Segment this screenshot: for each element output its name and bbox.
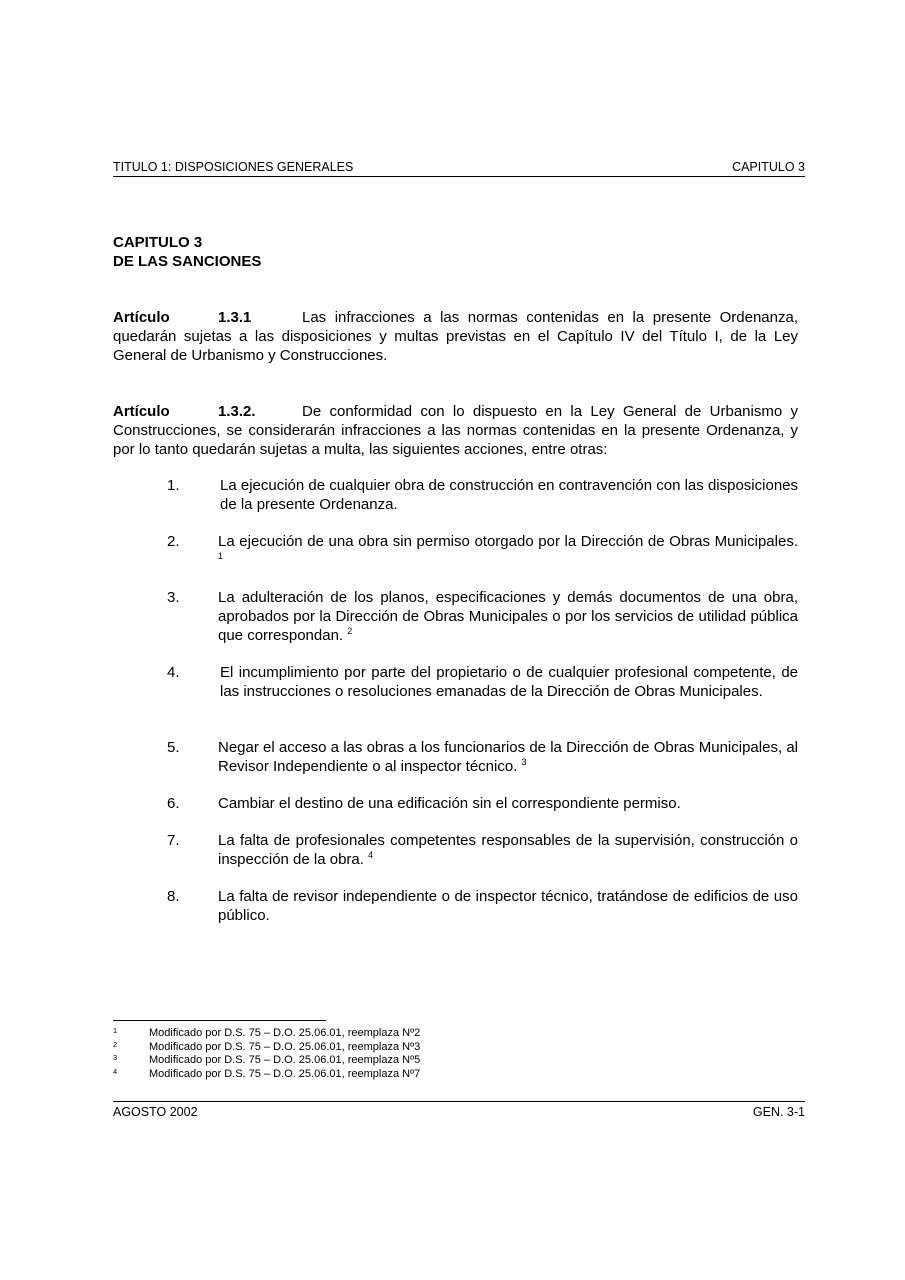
item-number: 1. xyxy=(167,477,180,494)
footnote-ref: 3 xyxy=(521,757,527,767)
article-1-3-1 xyxy=(113,308,798,365)
item-text: La ejecución de cualquier obra de construcción en contravención con las disposiciones de la presente Ordenanza. xyxy=(220,477,798,513)
item-number: 8. xyxy=(167,888,180,905)
footnote-ref: 1 xyxy=(218,551,224,561)
footnote-mark: 2 xyxy=(113,1039,118,1049)
article-text: De conformidad con lo dispuesto en la Ley General de Urbanismo y Construcciones, se considerarán infracciones a las normas contenidas en la presente Ordenanza, y por lo tanto quedarán sujetas a multa, las siguientes acciones, entre otras: xyxy=(113,403,798,458)
item-text: La ejecución de una obra sin permiso otorgado por la Dirección de Obras Municipales. $^1$ xyxy=(218,533,798,561)
footer-date: AGOSTO 2002 xyxy=(113,1105,198,1119)
footnote-text: Modificado por D.S. 75 – D.O. 25.06.01, reemplaza Nº7 xyxy=(149,1067,421,1080)
item-text: La falta de revisor independiente o de inspector técnico, tratándose de edificios de uso público. xyxy=(218,888,798,924)
article-number: 1.3.2. xyxy=(218,403,256,420)
item-text: La adulteración de los planos, especificaciones y demás documentos de una obra, aprobados por la Dirección de Obras Municipales o por los servicios de utilidad pública que correspondan. $^2$ xyxy=(218,589,798,644)
article-1-3-2 xyxy=(113,402,798,459)
footnote-text: Modificado por D.S. 75 – D.O. 25.06.01, reemplaza Nº2 xyxy=(149,1027,421,1039)
footnote-ref: 2 xyxy=(347,626,353,636)
chapter-title: DE LAS SANCIONES xyxy=(113,253,262,270)
item-text: Cambiar el destino de una edificación sin el correspondiente permiso. xyxy=(218,795,681,812)
footnote-mark: 1 xyxy=(113,1026,118,1035)
item-number: 5. xyxy=(167,739,180,756)
item-text: Negar el acceso a las obras a los funcionarios de la Dirección de Obras Municipales, al Revisor Independiente o al inspector técnico. $^3$ xyxy=(218,739,798,775)
footnote-mark: 3 xyxy=(113,1053,118,1062)
item-number: 2. xyxy=(167,533,180,550)
page-number: GEN. 3-1 xyxy=(752,1105,805,1119)
item-number: 4. xyxy=(167,664,180,681)
header-title: TITULO 1: DISPOSICIONES GENERALES xyxy=(113,160,354,174)
page-header xyxy=(113,160,805,177)
article-number: 1.3.1 xyxy=(218,309,252,326)
footnote-text: Modificado por D.S. 75 – D.O. 25.06.01, reemplaza Nº3 xyxy=(149,1040,421,1053)
article-label: Artículo xyxy=(113,309,170,326)
footnote-mark: 4 xyxy=(113,1066,118,1076)
item-number: 7. xyxy=(167,832,180,849)
article-text: Las infracciones a las normas contenidas en la presente Ordenanza, quedarán sujetas a las disposiciones y multas previstas en el Capítulo IV del Título I, de la Ley General de Urbanismo y Construcciones. xyxy=(113,309,798,364)
item-text: El incumplimiento por parte del propietario o de cualquier profesional competente, de las instrucciones o resoluciones emanadas de la Dirección de Obras Municipales. xyxy=(220,664,798,700)
item-text: La falta de profesionales competentes responsables de la supervisión, construcción o inspección de la obra. $^4$ xyxy=(218,832,798,868)
footnote-separator xyxy=(113,1020,326,1021)
footnote-ref: 4 xyxy=(368,850,374,860)
item-number: 6. xyxy=(167,795,180,812)
chapter-number: CAPITULO 3 xyxy=(113,234,203,251)
article-label: Artículo xyxy=(113,403,170,420)
chapter-heading xyxy=(113,233,261,271)
item-number: 3. xyxy=(167,589,180,606)
header-chapter: CAPITULO 3 xyxy=(732,160,805,174)
page-footer xyxy=(113,1101,805,1119)
footnote-text: Modificado por D.S. 75 – D.O. 25.06.01, reemplaza Nº5 xyxy=(149,1054,421,1066)
